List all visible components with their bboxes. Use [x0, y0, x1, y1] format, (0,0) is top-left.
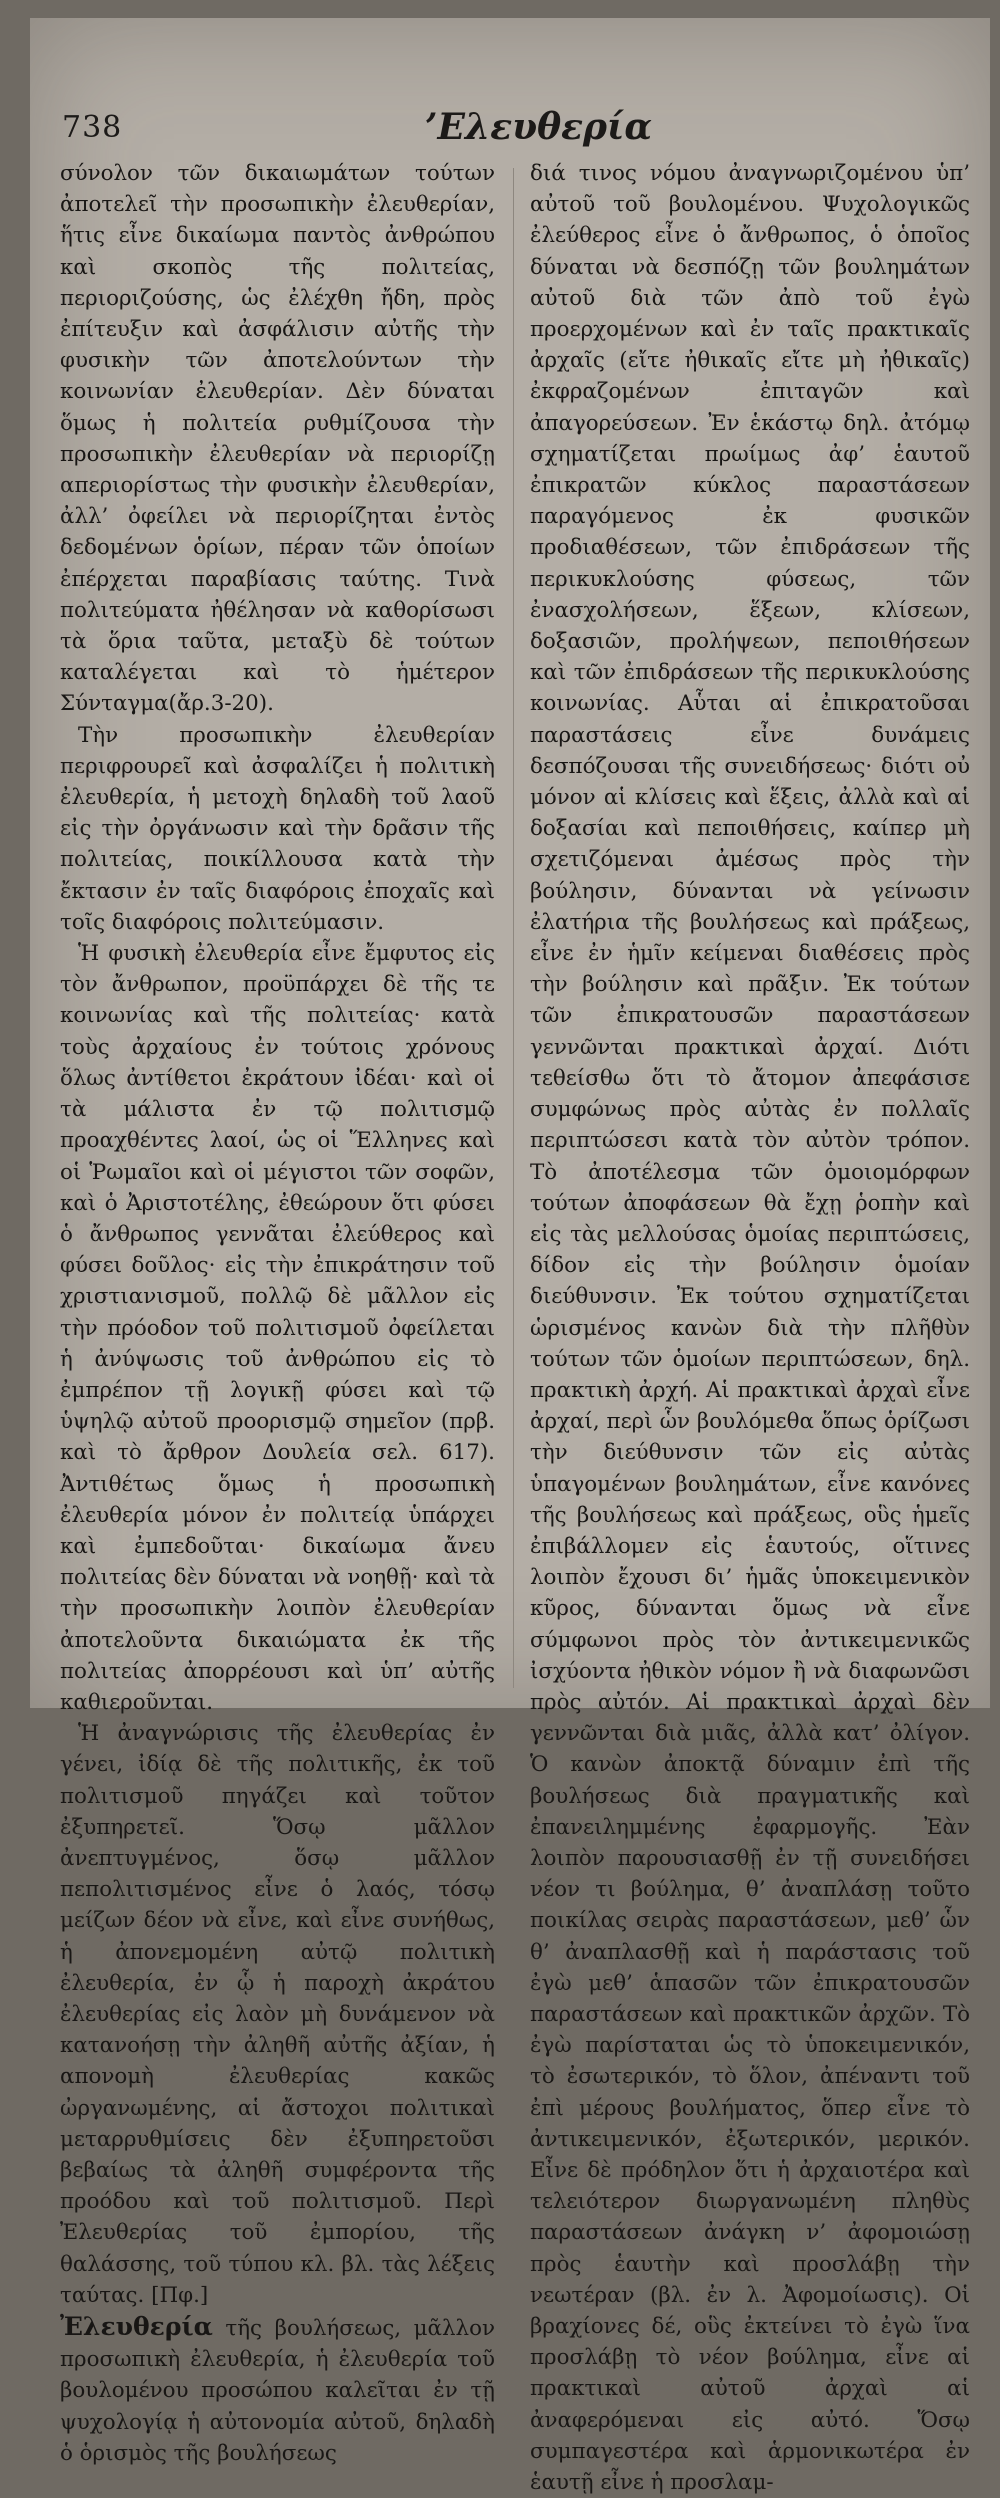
encyclopedia-page: [30, 18, 990, 2496]
entry-text: τῆς βουλήσεως, μᾶλλον προσωπικὴ ἐλευθερία, ἡ ἐλευθερία τοῦ βουλομένου προσώπου καλεῖται ἐν τῇ ψυχολογίᾳ ἡ αὐτονομία αὐτοῦ, δηλαδὴ ὁ ὁρισμὸς τῆς βουλήσεως: [60, 2316, 495, 2466]
page-number: 738: [62, 110, 123, 145]
paragraph: Ἡ φυσικὴ ἐλευθερία εἶνε ἔμφυτος εἰς τὸν ἄνθρωπον, προϋπάρχει δὲ τῆς τε κοινωνίας καὶ τῆς πολιτείας· κατὰ τοὺς ἀρχαίους ἐν τούτοις χρόνους ὅλως ἀντίθετοι ἐκράτουν ἰδέαι· καὶ οἱ τὰ μάλιστα ἐν τῷ πολιτισμῷ προαχθέντες λαοί, ὡς οἱ Ἕλληνες καὶ οἱ Ῥωμαῖοι καὶ οἱ μέγιστοι τῶν σοφῶν, καὶ ὁ Ἀριστοτέλης, ἐθεώρουν ὅτι φύσει ὁ ἄνθρωπος γεννᾶται ἐλεύθερος καὶ φύσει δοῦλος· εἰς τὴν ἐπικράτησιν τοῦ χριστιανισμοῦ, πολλῷ δὲ μᾶλλον εἰς τὴν πρόοδον τοῦ πολιτισμοῦ ὀφείλεται ἡ ἀνύψωσις τοῦ ἀνθρώπου εἰς τὸ ἐμπρέπον τῇ λογικῇ φύσει καὶ τῷ ὑψηλῷ αὐτοῦ προορισμῷ σημεῖον (πρβ. καὶ τὸ ἄρθρον Δουλεία σελ. 617). Ἀντιθέτως ὅμως ἡ προσωπικὴ ἐλευθερία μόνον ἐν πολιτείᾳ ὑπάρχει καὶ ἐμπεδοῦται· δικαίωμα ἄνευ πολιτείας δὲν δύναται νὰ νοηθῇ· καὶ τὰ τὴν προσωπικὴν λοιπὸν ἐλευθερίαν ἀποτελοῦντα δικαιώματα ἐκ τῆς πολιτείας ἀπορρέουσι καὶ ὑπ’ αὐτῆς καθιεροῦνται.: [60, 941, 495, 1715]
paragraph: διά τινος νόμου ἀναγνωριζομένου ὑπ’ αὐτοῦ τοῦ βουλομένου. Ψυχολογικῶς ἐλεύθερος εἶνε ὁ ἄνθρωπος, ὁ ὁποῖος δύναται νὰ δεσπόζῃ τῶν βουλημάτων αὐτοῦ διὰ τῶν ἀπὸ τοῦ ἐγὼ προερχομένων καὶ ἐν ταῖς πρακτικαῖς ἀρχαῖς (εἴτε ἠθικαῖς εἴτε μὴ ἠθικαῖς) ἐκφραζομένων ἐπιταγῶν καὶ ἀπαγορεύσεων. Ἐν ἑκάστῳ δηλ. ἀτόμῳ σχηματίζεται πρωίμως ἀφ’ ἑαυτοῦ ἐπικρατῶν κύκλος παραστάσεων παραγόμενος ἐκ φυσικῶν προδιαθέσεων, τῶν ἐπιδράσεων τῆς περικυκλούσης φύσεως, τῶν ἐνασχολήσεων, ἕξεων, κλίσεων, δοξασιῶν, προλήψεων, πεποιθήσεων καὶ τῶν ἐπιδράσεων τῆς περικυκλούσης κοινωνίας. Αὗται αἱ ἐπικρατοῦσαι παραστάσεις εἶνε δυνάμεις δεσπόζουσαι τῆς συνειδήσεως· διότι οὐ μόνον αἱ κλίσεις καὶ ἕξεις, ἀλλὰ καὶ αἱ δοξασίαι καὶ πεποιθήσεις, καίπερ μὴ σχετιζόμεναι ἀμέσως πρὸς τὴν βούλησιν, δύνανται νὰ γείνωσιν ἐλατήρια τῆς βουλήσεως καὶ πράξεως, εἶνε ἐν ἡμῖν κείμεναι διαθέσεις πρὸς τὴν βούλησιν καὶ πρᾶξιν. Ἐκ τούτων τῶν ἐπικρατουσῶν παραστάσεων γεννῶνται πρακτικαὶ ἀρχαί. Διότι τεθείσθω ὅτι τὸ ἄτομον ἀπεφάσισε συμφώνως πρὸς αὐτὰς ἐν πολλαῖς περιπτώσεσι κατὰ τὸν αὐτὸν τρόπον. Τὸ ἀποτέλεσμα τῶν ὁμοιομόρφων τούτων ἀποφάσεων θὰ ἔχῃ ῥοπὴν καὶ εἰς τὰς μελλούσας ὁμοίας περιπτώσεις, δίδον εἰς τὴν βούλησιν ὁμοίαν διεύθυνσιν. Ἐκ τούτου σχηματίζεται ὡρισμένος κανὼν διὰ τὴν πλῆθὺν τούτων τῶν ὁμοίων περιπτώσεων, δηλ. πρακτικὴ ἀρχή. Αἱ πρακτικαὶ ἀρχαὶ εἶνε ἀρχαί, περὶ ὧν βουλόμεθα ὅπως ὁρίζωσι τὴν διεύθυνσιν τῶν εἰς αὐτὰς ὑπαγομένων βουλημάτων, εἶνε κανόνες τῆς βουλήσεως καὶ πράξεως, οὓς ἡμεῖς ἐπιβάλλομεν εἰς ἑαυτούς, οἵτινες λοιπὸν ἔχουσι δι’ ἡμᾶς ὑποκειμενικὸν κῦρος, δύνανται ὅμως νὰ εἶνε σύμφωνοι πρὸς τὸν ἀντικειμενικῶς ἰσχύοντα ἠθικὸν νόμον ἢ νὰ διαφωνῶσι πρὸς αὐτόν. Αἱ πρακτικαὶ ἀρχαὶ δὲν γεννῶνται διὰ μιᾶς, ἀλλὰ κατ’ ὀλίγον. Ὁ κανὼν ἀποκτᾷ δύναμιν ἐπὶ τῆς βουλήσεως διὰ πραγματικῆς καὶ ἐπανειλημμένης ἐφαρμογῆς. Ἐὰν λοιπὸν παρουσιασθῇ ἐν τῇ συνειδήσει νέον τι βούλημα, θ’ ἀναπλάσῃ τοῦτο ποικίλας σειρὰς παραστάσεων, μεθ’ ὧν θ’ ἀναπλασθῇ καὶ ἡ παράστασις τοῦ ἐγὼ μεθ’ ἁπασῶν τῶν ἐπικρατουσῶν παραστάσεων καὶ πρακτικῶν ἀρχῶν. Τὸ ἐγὼ παρίσταται ὡς τὸ ὑποκειμενικόν, τὸ ἐσωτερικόν, τὸ ὅλον, ἀπέναντι τοῦ ἐπὶ μέρους βουλήματος, ὅπερ εἶνε τὸ ἀντικειμενικόν, ἐξωτερικόν, μερικόν. Εἶνε δὲ πρόδηλον ὅτι ἡ ἀρχαιοτέρα καὶ τελειότερον διωργανωμένη πληθὺς παραστάσεων ἀνάγκη ν’ ἀφομοιώσῃ πρὸς ἑαυτὴν καὶ προσλάβῃ τὴν νεωτέραν (βλ. ἐν λ. Ἀφομοίωσις). Οἱ βραχίονες δέ, οὓς ἐκτείνει τὸ ἐγὼ ἵνα προσλάβῃ τὸ νέον βούλημα, εἶνε αἱ πρακτικαὶ αὐτοῦ ἀρχαὶ αἱ ἀναφερόμεναι εἰς αὐτό. Ὅσῳ συμπαγεστέρα καὶ ἁρμονικωτέρα ἐν ἑαυτῇ εἶνε ἡ προσλαμ-: [530, 161, 970, 2496]
paragraph: Ἡ ἀναγνώρισις τῆς ἐλευθερίας ἐν γένει, ἰδίᾳ δὲ τῆς πολιτικῆς, ἐκ τοῦ πολιτισμοῦ πηγάζει καὶ τοῦτον ἐξυπηρετεῖ. Ὅσῳ μᾶλλον ἀνεπτυγμένος, ὅσῳ μᾶλλον πεπολιτισμένος εἶνε ὁ λαός, τόσῳ μείζων δέον νὰ εἶνε, καὶ εἶνε συνήθως, ἡ ἀπονεμομένη αὐτῷ πολιτικὴ ἐλευθερία, ἐν ᾧ ἡ παροχὴ ἀκράτου ἐλευθερίας εἰς λαὸν μὴ δυνάμενον νὰ κατανοήσῃ τὴν ἀληθῆ αὐτῆς ἀξίαν, ἡ απονομὴ ἐλευθερίας κακῶς ὠργανωμένης, αἱ ἄστοχοι πολιτικαὶ μεταρρυθμίσεις δὲν ἐξυπηρετοῦσι βεβαίως τὰ ἀληθῆ συμφέροντα τῆς προόδου καὶ τοῦ πολιτισμοῦ. Περὶ Ἐλευθερίας τοῦ ἐμπορίου, τῆς θαλάσσης, τοῦ τύπου κλ. βλ. τὰς λέξεις ταύτας. [Πφ.]: [60, 1721, 495, 2308]
left-column: [60, 158, 495, 2466]
paragraph: Τὴν προσωπικὴν ἐλευθερίαν περιφρουρεῖ καὶ ἀσφαλίζει ἡ πολιτικὴ ἐλευθερία, ἡ μετοχὴ δηλαδὴ τοῦ λαοῦ εἰς τὴν ὀργάνωσιν καὶ τὴν δρᾶσιν τῆς πολιτείας, ποικίλλουσα κατὰ τὴν ἔκτασιν ἐν ταῖς διαφόροις ἐποχαῖς καὶ τοῖς διαφόροις πολιτεύμασιν.: [60, 722, 495, 935]
paragraph: σύνολον τῶν δικαιωμάτων τούτων ἀποτελεῖ τὴν προσωπικὴν ἐλευθερίαν, ἥτις εἶνε δικαίωμα παντὸς ἀνθρώπου καὶ σκοπὸς τῆς πολιτείας, περιοριζούσης, ὡς ἐλέχθη ἤδη, πρὸς ἐπίτευξιν καὶ ἀσφάλισιν αὐτῆς τὴν φυσικὴν τῶν ἀποτελούντων τὴν κοινωνίαν ἐλευθερίαν. Δὲν δύναται ὅμως ἡ πολιτεία ρυθμίζουσα τὴν προσωπικὴν ἐλευθερίαν νὰ περιορίζῃ απεριορίστως τὴν φυσικὴν ἐλευθερίαν, ἀλλ’ ὀφείλει νὰ περιορίζηται ἐντὸς δεδομένων ὁρίων, πέραν τῶν ὁποίων ἐπέρχεται παραβίασις ταύτης. Τινὰ πολιτεύματα ἠθέλησαν νὰ καθορίσωσι τὰ ὅρια ταῦτα, μεταξὺ δὲ τούτων καταλέγεται καὶ τὸ ἡμέτερον Σύνταγμα(ἄρ.3-20).: [60, 161, 495, 717]
right-column: [530, 158, 970, 2496]
entry-paragraph: [60, 2311, 495, 2469]
page-header: [30, 18, 990, 178]
column-divider: [513, 168, 514, 1688]
entry-headword: Ἐλευθερία: [60, 2312, 213, 2342]
running-title: ’Ελευθερία: [425, 106, 653, 148]
